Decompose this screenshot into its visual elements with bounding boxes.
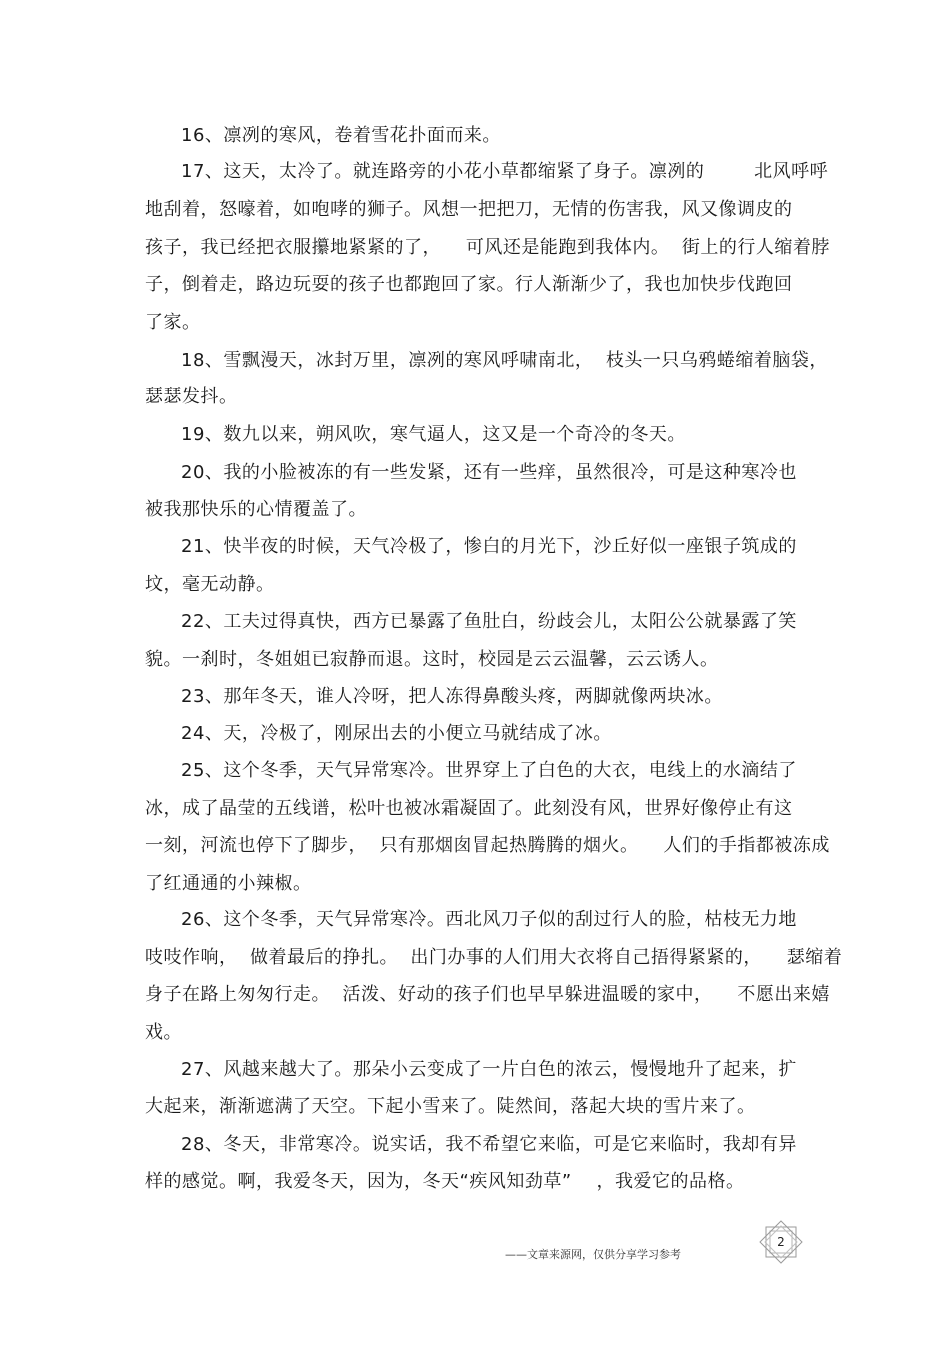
paragraph-line: 23、那年冬天，谁人冷呀，把人冻得鼻酸头疼，两脚就像两块冰。 bbox=[181, 686, 723, 707]
paragraph-line: 19、数九以来，朔风吹，寒气逼人，这又是一个奇冷的冬天。 bbox=[181, 424, 686, 445]
paragraph-line: 样的感觉。啊，我爱冬天，因为，冬天“疾风知劲草” ，我爱它的品格。 bbox=[145, 1171, 745, 1192]
paragraph-line: 16、凛冽的寒风，卷着雪花扑面而来。 bbox=[181, 125, 501, 146]
paragraph-line: 17、这天，太冷了。就连路旁的小花小草都缩紧了身子。凛冽的 北风呼呼 bbox=[181, 161, 829, 182]
paragraph-line: 子，倒着走，路边玩耍的孩子也都跑回了家。行人渐渐少了，我也加快步伐跑回 bbox=[145, 274, 793, 295]
paragraph-line: 28、冬天，非常寒冷。说实话，我不希望它来临，可是它来临时，我却有异 bbox=[181, 1134, 797, 1155]
paragraph-line: 被我那快乐的心情覆盖了。 bbox=[145, 499, 367, 520]
paragraph-line: 26、这个冬季，天气异常寒冷。西北风刀子似的刮过行人的脸，枯枝无力地 bbox=[181, 909, 797, 930]
paragraph-line: 冰，成了晶莹的五线谱，松叶也被冰霜凝固了。此刻没有风，世界好像停止有这 bbox=[145, 798, 793, 819]
paragraph-line: 大起来，渐渐遮满了天空。下起小雪来了。陡然间，落起大块的雪片来了。 bbox=[145, 1096, 756, 1117]
paragraph-line: 一刻，河流也停下了脚步， 只有那烟囱冒起热腾腾的烟火。 人们的手指都被冻成 bbox=[145, 835, 830, 856]
paragraph-line: 25、这个冬季，天气异常寒冷。世界穿上了白色的大衣，电线上的水滴结了 bbox=[181, 760, 797, 781]
paragraph-line: 地刮着，怒嚎着，如咆哮的狮子。风想一把把刀，无情的伤害我，风又像调皮的 bbox=[145, 199, 793, 220]
paragraph-line: 21、快半夜的时候，天气冷极了，惨白的月光下，沙丘好似一座银子筑成的 bbox=[181, 536, 797, 557]
paragraph-line: 20、我的小脸被冻的有一些发紧，还有一些痒，虽然很冷，可是这种寒冷也 bbox=[181, 462, 797, 483]
paragraph-line: 18、雪飘漫天，冰封万里，凛冽的寒风呼啸南北， 枝头一只乌鸦蜷缩着脑袋， bbox=[181, 350, 828, 371]
paragraph-line: 戏。 bbox=[145, 1022, 182, 1043]
page-number-badge bbox=[757, 1220, 805, 1264]
footer-source-note: ——文章来源网，仅供分享学习参考 bbox=[505, 1248, 681, 1261]
paragraph-line: 吱吱作响， 做着最后的挣扎。 出门办事的人们用大衣将自己捂得紧紧的， 瑟缩着 bbox=[145, 947, 843, 968]
paragraph-line: 孩子，我已经把衣服攥地紧紧的了， 可风还是能跑到我体内。 街上的行人缩着脖 bbox=[145, 237, 830, 258]
paragraph-line: 了红通通的小辣椒。 bbox=[145, 873, 312, 894]
paragraph-line: 27、风越来越大了。那朵小云变成了一片白色的浓云，慢慢地升了起来，扩 bbox=[181, 1059, 797, 1080]
paragraph-line: 身子在路上匆匆行走。 活泼、好动的孩子们也早早躲进温暖的家中， 不愿出来嬉 bbox=[145, 984, 830, 1005]
paragraph-line: 24、天，冷极了，刚尿出去的小便立马就结成了冰。 bbox=[181, 723, 612, 744]
paragraph-line: 坟，毫无动静。 bbox=[145, 574, 275, 595]
paragraph-line: 瑟瑟发抖。 bbox=[145, 386, 238, 407]
page-number: 2 bbox=[777, 1235, 785, 1249]
paragraph-line: 貌。一刹时，冬姐姐已寂静而退。这时，校园是云云温馨，云云诱人。 bbox=[145, 649, 719, 670]
paragraph-line: 了家。 bbox=[145, 312, 201, 333]
paragraph-line: 22、工夫过得真快，西方已暴露了鱼肚白，纷歧会儿，太阳公公就暴露了笑 bbox=[181, 611, 797, 632]
